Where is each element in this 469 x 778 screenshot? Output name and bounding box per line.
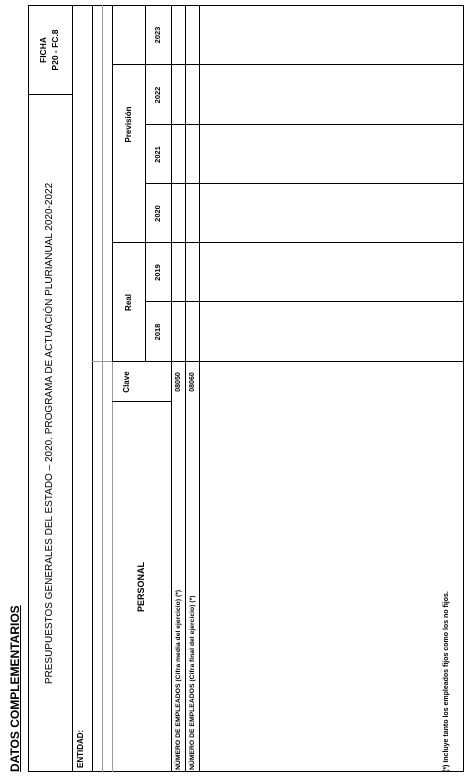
row-clave-media: 08050 <box>175 372 182 392</box>
section-heading: DATOS COMPLEMENTARIOS <box>8 605 22 772</box>
real-header: Real <box>124 294 133 311</box>
year-2018: 2018 <box>153 323 162 341</box>
clave-header: Clave <box>122 371 131 393</box>
footnote: (*) Incluye tanto los empleados fijos como los no fijos. <box>443 591 450 772</box>
form-title: PRESUPUESTOS GENERALES DEL ESTADO – 2020. PROGRAMA DE ACTUACIÓN PLURIANUAL 2020-2022 <box>44 182 55 685</box>
year-2022: 2022 <box>153 86 162 104</box>
year-2019: 2019 <box>153 264 162 281</box>
row-clave-final: 08060 <box>189 372 196 392</box>
ficha-label: FICHA <box>38 37 48 63</box>
entidad-label: ENTIDAD: <box>76 729 85 768</box>
row-label-final: NÚMERO DE EMPLEADOS (Cifra final del ejercicio) (*) <box>189 595 196 770</box>
year-2021: 2021 <box>153 146 162 163</box>
row-label-media: NÚMERO DE EMPLEADOS (Cifra media del ejercicio) (*) <box>175 589 182 770</box>
form-frame <box>28 5 464 772</box>
prevision-header: Previsión <box>124 106 133 143</box>
ficha-code: P20 - FC.8 <box>50 29 60 71</box>
year-2023: 2023 <box>153 26 162 44</box>
personal-header: PERSONAL <box>136 562 146 613</box>
year-2020: 2020 <box>153 205 162 222</box>
